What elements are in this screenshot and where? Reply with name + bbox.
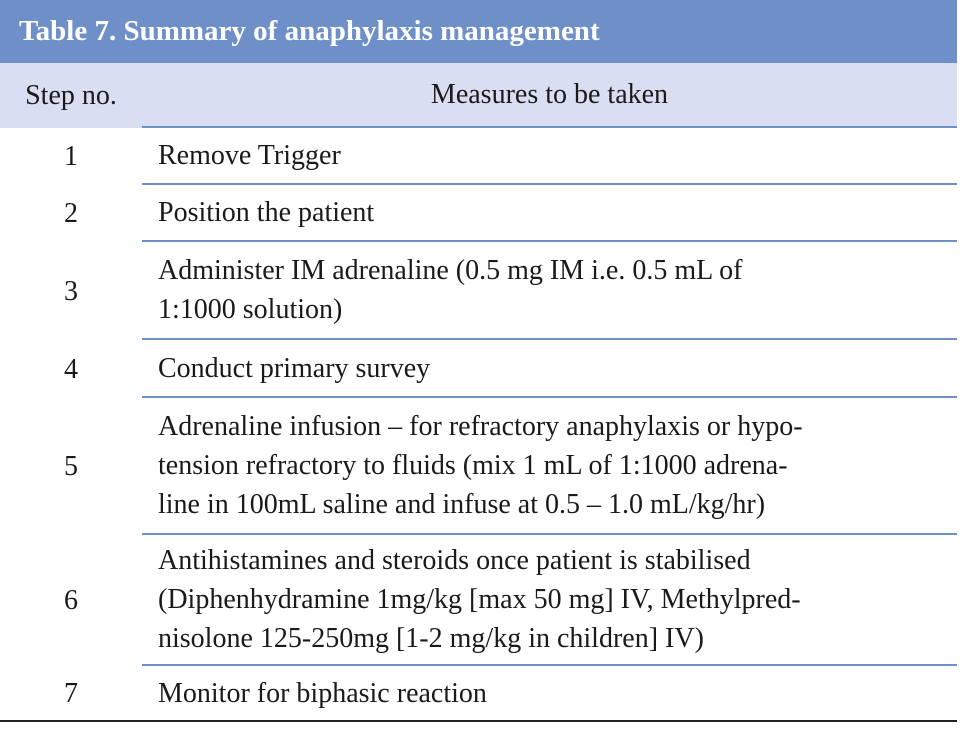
measure-text: Remove Trigger bbox=[158, 140, 341, 171]
table-row bbox=[0, 398, 957, 535]
measure-text: Position the patient bbox=[158, 197, 375, 228]
header-measures: Measures to be taken bbox=[142, 63, 957, 128]
measure-text-line: tension refractory to fluids (mix 1 mL of 1:1000 adrena- bbox=[158, 450, 788, 481]
table-header-row bbox=[0, 63, 957, 128]
measure-text: Conduct primary survey bbox=[158, 352, 431, 384]
measure-text-line: 1:1000 solution) bbox=[158, 294, 343, 325]
table-row bbox=[0, 242, 957, 340]
measure-cell bbox=[142, 535, 957, 666]
measure-cell bbox=[142, 340, 957, 398]
table-bottom-rule bbox=[0, 720, 957, 722]
measure-cell bbox=[142, 666, 957, 720]
measure-text-line: Administer IM adrenaline (0.5 mg IM i.e. 0.5 mL of bbox=[158, 255, 743, 286]
measure-cell bbox=[142, 242, 957, 340]
table-title: Table 7. Summary of anaphylaxis management bbox=[0, 0, 957, 63]
table-row bbox=[0, 128, 957, 185]
measure-cell bbox=[142, 398, 957, 535]
measure-text-line: Antihistamines and steroids once patient is stabilised bbox=[158, 545, 751, 576]
table-row bbox=[0, 666, 957, 720]
measure-text-line: line in 100mL saline and infuse at 0.5 – 1.0 mL/kg/hr) bbox=[158, 489, 766, 520]
measure-text-line: nisolone 125-250mg [1-2 mg/kg in children] IV) bbox=[158, 623, 704, 654]
measure-cell bbox=[142, 128, 957, 185]
step-number: 2 bbox=[64, 198, 78, 229]
measure-text: Monitor for biphasic reaction bbox=[158, 677, 487, 709]
header-step-no: Step no. bbox=[25, 79, 117, 111]
measure-cell bbox=[142, 185, 957, 242]
step-number: 1 bbox=[64, 141, 78, 172]
table-row bbox=[0, 535, 957, 666]
table-row bbox=[0, 340, 957, 398]
step-number: 6 bbox=[64, 585, 78, 616]
step-number: 3 bbox=[64, 275, 78, 307]
step-number: 5 bbox=[64, 451, 78, 482]
measure-text-line: Adrenaline infusion – for refractory anaphylaxis or hypo- bbox=[158, 411, 803, 442]
measure-text-line: (Diphenhydramine 1mg/kg [max 50 mg] IV, Methylpred- bbox=[158, 584, 801, 615]
step-number: 7 bbox=[64, 677, 78, 709]
table-row bbox=[0, 185, 957, 242]
step-number: 4 bbox=[64, 353, 78, 385]
